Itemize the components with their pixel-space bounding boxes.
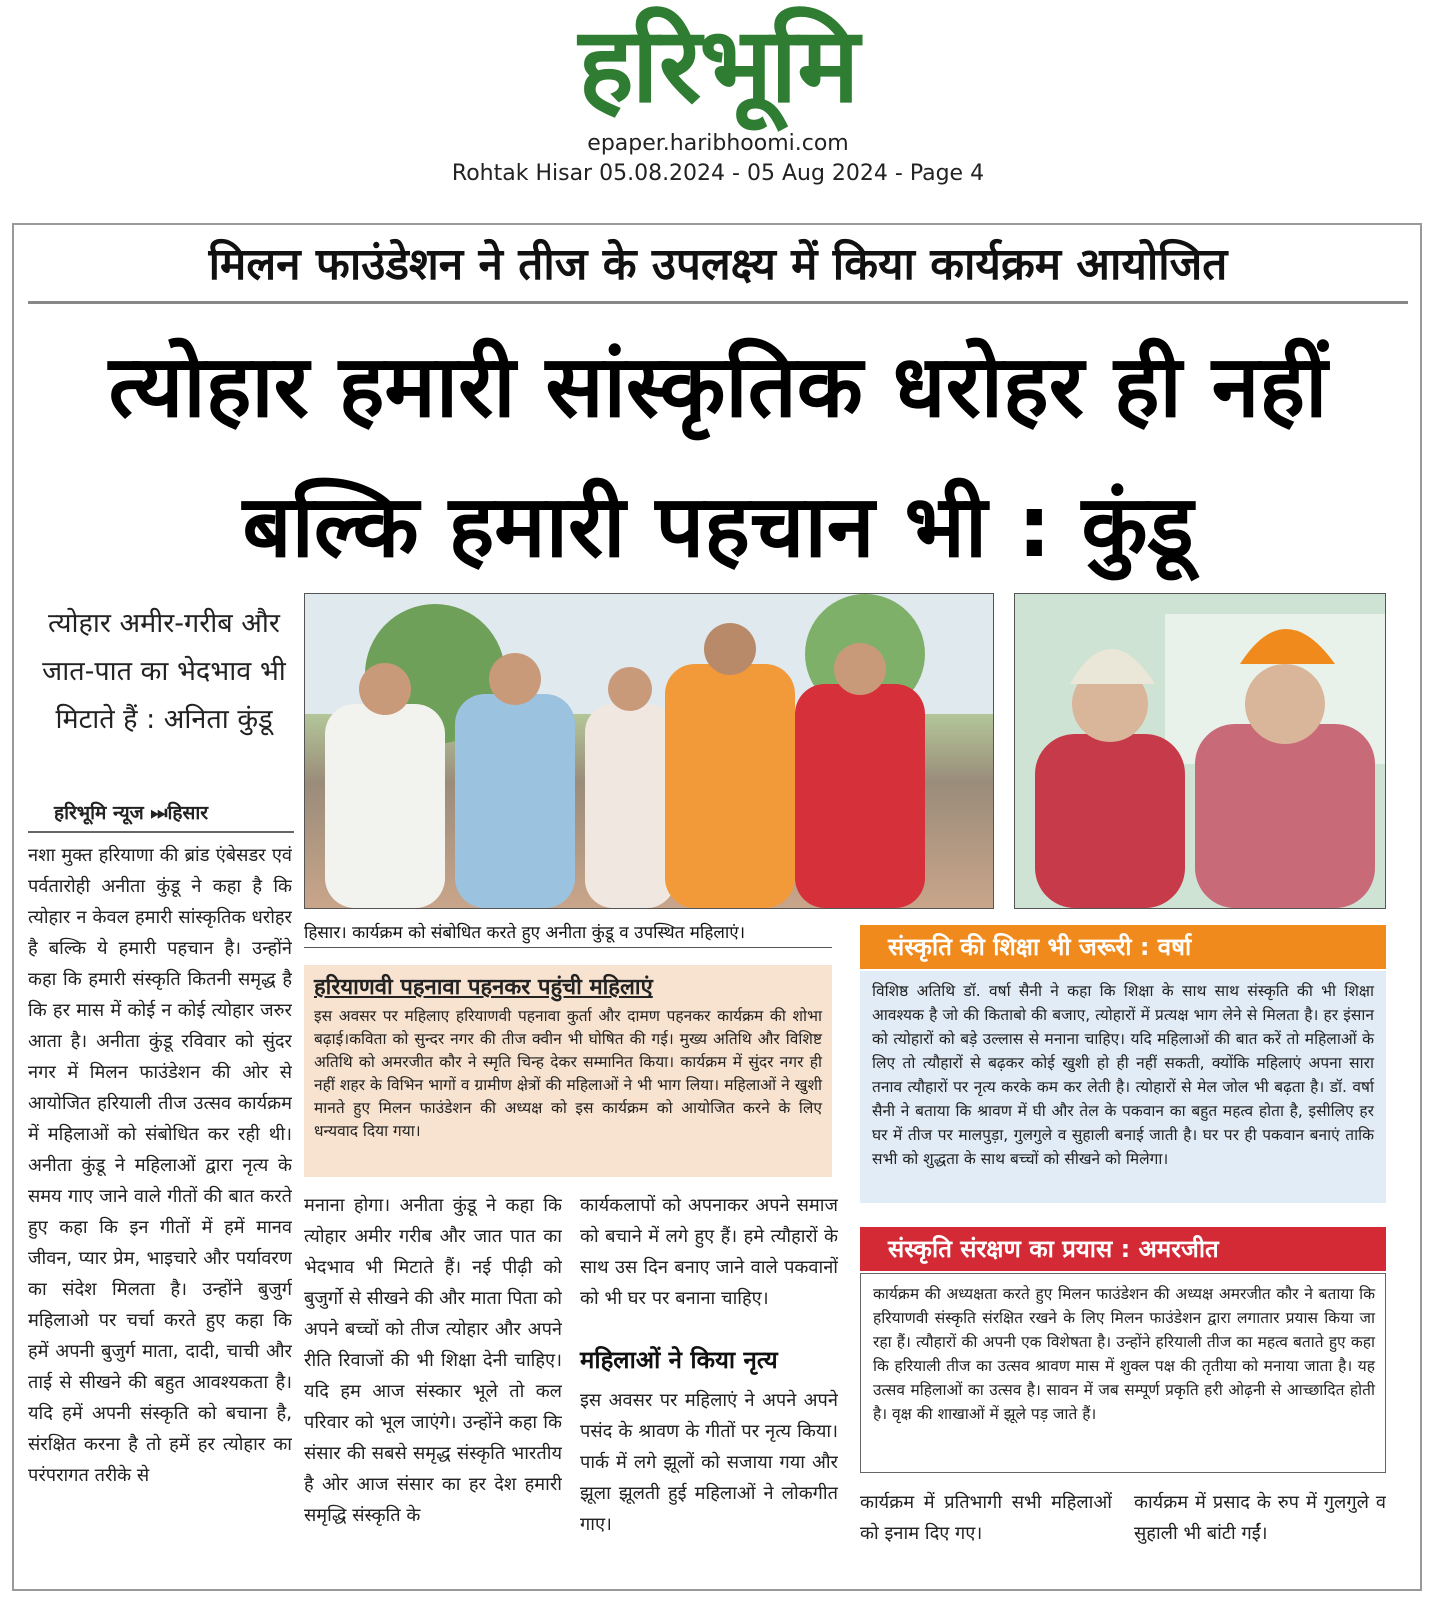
divider (28, 831, 294, 833)
article-column-3: कार्यकलापों को अपनाकर अपने समाज को बचाने में लगे हुए हैं। हमे त्यौहारों के साथ उस दिन बनाए जाने वाले पकवानों को भी घर पर बनाना चाहिए। (580, 1195, 838, 1309)
photo-illustration (1015, 594, 1385, 908)
article-column-5: कार्यक्रम में प्रतिभागी सभी महिलाओं को इनाम दिए गए। (860, 1492, 1112, 1544)
masthead (0, 0, 1436, 215)
site-url[interactable]: epaper.haribhoomi.com (587, 131, 849, 156)
box-heading: हरियाणवी पहनावा पहनकर पहुंची महिलाएं (314, 975, 653, 1000)
article-column-2: मनाना होगा। अनीता कुंडू ने कहा कि त्योहार अमीर गरीब और जात पात का भेदभाव भी मिटाते हैं। नई पीढ़ी को बुजुर्गो से सीखने की और माता पिता को अपने बच्चों को तीज त्योहार और अपने रीति रिवाजों की भी शिक्षा देनी चाहिए। यदि हम आज संस्कार भूले तो कल परिवार को भूल जाएंगे। उन्होंने कहा कि संसार की सबसे समृद्ध संस्कृति भारतीय है ओर आज संसार का हर देश हमारी समृद्धि संस्कृति के (304, 1195, 562, 1526)
photo-illustration (305, 594, 993, 908)
pull-quote: त्योहार अमीर-गरीब और जात-पात का भेदभाव भी मिटाते हैं : अनिता कुंडू (42, 608, 286, 735)
photo-caption: हिसार। कार्यक्रम को संबोधित करते हुए अनीता कुंडू व उपस्थित महिलाएं। (304, 923, 746, 943)
byline: हरिभूमि न्यूज ⏭हिसार (54, 802, 209, 824)
box-text: विशिष्ठ अतिथि डॉ. वर्षा सैनी ने कहा कि शिक्षा के साथ साथ संस्कृति की भी शिक्षा आवश्यक है जो की किताबो की बजाए, त्योहारों में प्रत्यक्ष भाग लेने से मिलता है। हर इंसान को त्योहारों को बड़े उल्लास से मनाना चाहिए। यदि महिलाओं की बात करें तो महिलाओं के लिए तो त्यौहारों से बढ़कर कोई खुशी हो ही नहीं सकती, क्योंकि महिलाएं अपना सारा तनाव त्यौहारों पर नृत्य करके कम कर लेती है। त्योहारों से मेल जोल भी बढ़ता है। डॉ. वर्षा सैनी ने बताया कि श्रावण में घी और तेल के पकवान का बहुत महत्व होता है, इसीलिए हर घर में तीज पर मालपुड़ा, गुलगुले व सुहाली बनाई जाती है। घर पर ही पकवान बनाएं ताकि सभी को शुद्धता के साथ बच्चों को सीखने को मिलेगा। (872, 982, 1374, 1168)
banner-heading: संस्कृति की शिक्षा भी जरूरी : वर्षा (888, 933, 1192, 961)
main-headline: त्योहार हमारी सांस्कृतिक धरोहर ही नहीं बल्कि हमारी पहचान भी : कुंडू (108, 337, 1328, 577)
divider (304, 947, 832, 948)
banner-heading: संस्कृति संरक्षण का प्रयास : अमरजीत (888, 1235, 1219, 1263)
sidebar-box-attire (304, 965, 832, 1177)
box-text: कार्यक्रम की अध्यक्षता करते हुए मिलन फाउंडेशन की अध्यक्ष अमरजीत कौर ने बताया कि हरियाणवी संस्कृति संरक्षित रखने के लिए मिलन फाउंडेशन द्वारा लगातार प्रयास किया जा रहा हैं। त्यौहारों की अपनी एक विशेषता है। उन्होंने हरियाली तीज का महत्व बताते हुए कहा कि हरियाली तीज का उत्सव श्रावण मास में शुक्ल पक्ष की तृतीया को मनाया जाता है। यह उत्सव महिलाओं का उत्सव है। सावन में जब सम्पूर्ण प्रकृति हरी ओढ़नी से आच्छादित होती है। वृक्ष की शाखाओं में झूले पड़ जाते हैं। (873, 1285, 1375, 1423)
article-column-4: इस अवसर पर महिलाएं ने अपने अपने पसंद के श्रावण के गीतों पर नृत्य किया। पार्क में लगे झूलों को सजाया गया और झूला झूलती हुई महिलाओं ने लोकगीत गाए। (580, 1390, 838, 1535)
sidebar-box-preservation (860, 1273, 1386, 1473)
subheading: महिलाओं ने किया नृत्य (580, 1346, 778, 1374)
event-photo-guests (1014, 593, 1386, 909)
section-banner-preservation (860, 1227, 1386, 1271)
newspaper-logo[interactable] (468, 4, 968, 126)
edition-info: Rohtak Hisar 05.08.2024 - 05 Aug 2024 - Page 4 (451, 161, 985, 186)
kicker-headline: मिलन फाउंडेशन ने तीज के उपलक्ष्य में किया कार्यक्रम आयोजित (208, 239, 1228, 290)
sidebar-box-education (860, 971, 1386, 1203)
newspaper-page (12, 223, 1422, 1591)
article-column-6: कार्यक्रम में प्रसाद के रुप में गुलगुले व सुहाली भी बांटी गईं। (1134, 1492, 1386, 1544)
event-photo-main (304, 593, 994, 909)
divider (28, 301, 1408, 304)
box-text: इस अवसर पर महिलाए हरियाणवी पहनावा कुर्ता और दामण पहनकर कार्यक्रम की शोभा बढ़ाई।कविता को सुन्दर नगर की तीज क्वीन भी घोषित की गई। मुख्य अतिथि और विशिष्ट अतिथि को अमरजीत कौर ने स्मृति चिन्ह देकर सम्मानित किया। कार्यक्रम में सुंदर नगर ही नहीं शहर के विभिन भागों व ग्रामीण क्षेत्रों की महिलाओं ने भी भाग लिया। महिलाओं ने खुशी मानते हुए मिलन फाउंडेशन की अध्यक्ष को इस कार्यक्रम को आयोजित करने के लिए धन्यवाद दिया गया। (314, 1007, 822, 1140)
section-banner-education (860, 925, 1386, 969)
article-column-1: नशा मुक्त हरियाणा की ब्रांड एंबेसडर एवं पर्वतारोही अनीता कुंडू ने कहा है कि त्योहार न केवल हमारी सांस्कृतिक धरोहर है बल्कि ये हमारी पहचान है। उन्होंने कहा कि हमारी संस्कृति कितनी समृद्ध है कि हर मास में कोई न कोई त्योहार जरुर आता है। अनीता कुंडू रविवार को सुंदर नगर में मिलन फाउंडेशन की ओर से आयोजित हरियाली तीज उत्सव कार्यक्रम में महिलाओं को संबोधित कर रही थी। अनीता कुंडू ने महिलाओं द्वारा नृत्य के समय गाए जाने वाले गीतों की बात करते हुए कहा कि इन गीतों में हमें मानव जीवन, प्यार प्रेम, भाइचारे और पर्यावरण का संदेश मिलता है। उन्होंने बुजुर्ग महिलाओ पर चर्चा करते हुए कहा कि हमें अपनी बुजुर्ग माता, दादी, चाची और ताई से सीखने की बहुत आवश्यकता है। यदि हमें अपनी संस्कृति को बचाना है, संरक्षित करना है तो हमें हर त्योहार का परंपरागत तरीके से (28, 845, 292, 1486)
logo-text: हरिभूमि (578, 4, 858, 126)
